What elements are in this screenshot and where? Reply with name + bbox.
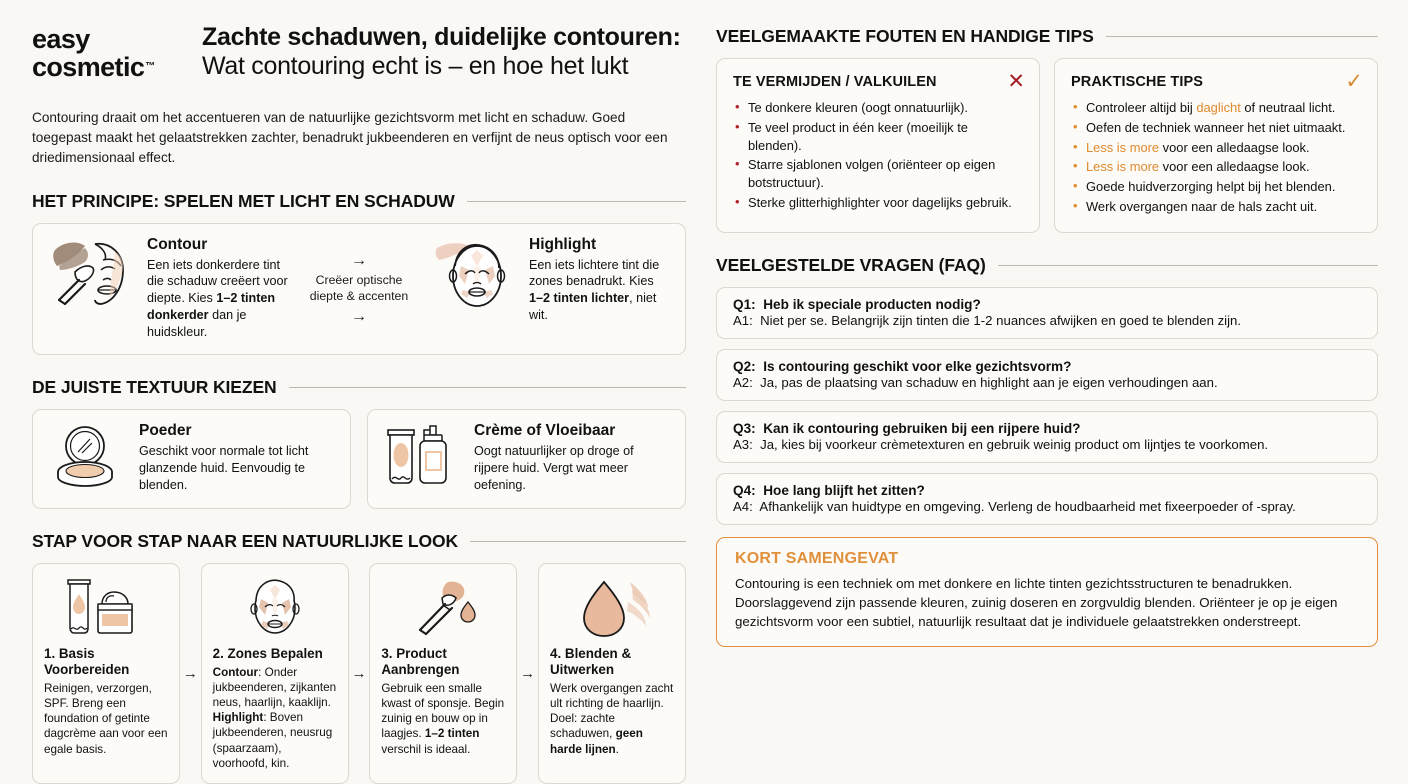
tip-pre: Werk overgangen naar de hals zacht uit. [1086,198,1318,214]
list-item: • Te veel product in één keer (moeilijk te blenden). [733,119,1025,155]
section-heading-principle [32,191,686,212]
faq-q-label: Q1: [733,296,756,312]
contour-body [147,257,289,341]
trademark-symbol: ™ [145,61,156,73]
faq-a-label: A2: [733,374,753,390]
arrow-right-icon-top: → [351,252,367,270]
faq-question-2 [733,359,1361,374]
panel-pitfalls-title: TE VERMIJDEN / VALKUILEN [733,73,937,90]
heading-rule [1106,36,1378,37]
brand-line-2: cosmetic [32,51,145,82]
panel-tips-title: PRAKTISCHE TIPS [1071,73,1204,90]
contour-face-brush-icon [45,236,137,310]
texture-card-powder [32,409,351,508]
checkmark-icon: ✓ [1345,70,1363,93]
mistakes-tips-row [716,58,1378,233]
list-item [1071,198,1363,216]
list-item [1071,99,1363,117]
tube-and-pump-bottle-icon [380,422,464,488]
powder-compact-icon [45,422,129,488]
step-1-title: 1. Basis Voorbereiden [44,645,130,677]
tip-highlight: Less is more [1086,139,1160,155]
tip-highlight: daglicht [1196,100,1241,115]
page-title: Zachte schaduwen, duidelijke contouren: [202,23,681,51]
tip-post: voor een alledaagse look. [1159,139,1310,155]
texture-card-cream [367,409,686,508]
texture-row [32,409,686,508]
faq-answer-1 [733,313,1361,328]
faq-q-label: Q3: [733,420,756,436]
highlight-body [529,257,671,324]
texture-cream-body: Oogt natuurlijker op droge of rijpere huid. Vergt wat meer oefening. [474,444,634,492]
list-item: • Starre sjablonen volgen (oriënteer op eigen botstructuur). [733,156,1025,192]
faq-list [716,287,1378,525]
faq-a-text: Ja, pas de plaatsing van schaduw en highlight aan je eigen verhoudingen aan. [760,374,1218,390]
faq-question-3 [733,421,1361,436]
tip-pre: Goede huidverzorging helpt bij het blenden. [1086,179,1336,195]
heading-rule [998,265,1378,266]
summary-title: KORT SAMENGEVAT [735,549,899,567]
summary-body: Contouring is een techniek om met donkere en lichte tinten gezichtsstructuren te benadrukken. Doorslaggevend zijn passende kleuren, zuinig doseren en zorgvuldig blenden. Oriënteer je op je eigen gezichtsvorm voor een subtiel, natuurlijk resultaat dat je individuele gelaatstrekken onderstreept. [735,575,1338,630]
section-heading-principle-label: HET PRINCIPE: SPELEN MET LICHT EN SCHADUW [32,190,455,211]
intro-paragraph: Contouring draait om het accentueren van de natuurlijke gezichtsvorm met licht en schaduw. Goed toegepast maakt het gelaatstrekken zachter, benadrukt jukbeenderen en verfijnt de neus optisch voor een driedimensionaal effect. [32,109,668,166]
step-4-title: 4. Blenden & Uitwerken [550,645,632,677]
texture-cream-title: Crème of Vloeibaar [474,422,616,440]
faq-item-4[interactable] [716,473,1378,525]
faq-item-2[interactable] [716,349,1378,401]
title-block [202,22,681,82]
panel-tips [1054,58,1378,233]
faq-answer-4 [733,499,1361,514]
contour-body-1: Een iets donkerdere tint die schaduw creëert voor diepte. Kies [147,257,288,306]
faq-a-label: A3: [733,436,753,452]
highlight-body-1: Een iets lichtere tint die zones benadrukt. Kies [529,257,660,289]
step-arrow-3: → [520,664,536,682]
contour-title: Contour [147,235,208,253]
step-3-title: 3. Product Aanbrengen [381,645,460,677]
faq-q-text: Is contouring geschikt voor elke gezichtsvorm? [763,358,1072,374]
brand-line-1: easy [32,24,90,54]
section-heading-mistakes [716,26,1378,47]
face-zones-icon [213,574,337,640]
brand-logo [32,22,192,81]
page-header [32,22,686,82]
cleanser-tube-and-jar-icon [44,574,168,640]
texture-powder-body: Geschikt voor normale tot licht glanzende huid. Eenvoudig te blenden. [139,444,309,492]
faq-q-text: Heb ik speciale producten nodig? [763,296,981,312]
highlight-title: Highlight [529,235,597,253]
contour-body-bold: 1–2 tinten donkerder [147,291,276,322]
section-heading-faq [716,255,1378,276]
heading-rule [467,201,686,202]
section-heading-steps-label: STAP VOOR STAP NAAR EEN NATUURLIJKE LOOK [32,530,459,551]
step-2-title: 2. Zones Bepalen [212,645,323,661]
texture-powder-title: Poeder [139,422,192,440]
tip-post: voor een alledaagse look. [1159,159,1310,175]
step-card-3 [369,563,517,784]
faq-answer-2 [733,375,1361,390]
tip-post: of neutraal licht. [1240,100,1336,115]
section-heading-texture-label: DE JUISTE TEXTUUR KIEZEN [32,377,277,398]
list-item [1071,139,1363,157]
step-4-body: Werk overgangen zacht ult richting de haarlijn. Doel: zachte schaduwen, geen harde lijnen. [550,681,674,756]
pitfalls-list [733,99,1025,212]
faq-a-label: A4: [733,498,753,514]
faq-q-label: Q2: [733,358,756,374]
heading-rule [289,387,686,388]
step-arrow-2: → [351,664,367,682]
faq-a-text: Afhankelijk van huidtype en omgeving. Verleng de houdbaarheid met fixeerpoeder of -spray. [759,498,1296,514]
section-heading-mistakes-label: VEELGEMAAKTE FOUTEN EN HANDIGE TIPS [716,26,1094,46]
faq-answer-3 [733,437,1361,452]
faq-question-1 [733,297,1361,312]
highlight-body-bold: 1–2 tinten lichter [529,291,630,306]
faq-question-4 [733,483,1361,498]
highlight-body-2: , niet wit. [529,291,657,322]
step-card-1 [32,563,180,784]
principle-connector [303,224,415,355]
list-item [1071,158,1363,176]
step-2-body: Contour: Onder jukbeenderen, zijkanten neus, haarlijn, kaaklijn. Highlight: Boven jukbeenderen, neusrug (spaarzaam), voorhoofd, kin. [212,665,337,770]
faq-q-label: Q4: [733,482,756,498]
step-card-2 [201,563,349,784]
tips-list [1071,99,1363,216]
panel-pitfalls [716,58,1040,233]
principle-connector-label: Creëer optische diepte & accenten [309,273,409,303]
left-column [0,0,700,768]
faq-a-text: Ja, kies bij voorkeur crèmetexturen en gebruik weinig product om lijntjes te voorkomen. [760,436,1269,452]
list-item [1071,119,1363,137]
tip-pre: Oefen de techniek wanneer het niet uitmaakt. [1086,119,1346,135]
faq-item-3[interactable] [716,411,1378,463]
list-item [1071,178,1363,196]
section-heading-texture [32,377,686,398]
tip-pre: Controleer altijd bij [1086,100,1197,115]
section-heading-steps [32,531,686,552]
beauty-sponge-blend-icon [550,574,674,640]
step-arrow-1: → [182,664,198,682]
list-item: • Sterke glitterhighlighter voor dagelijks gebruik. [733,194,1025,212]
faq-item-1[interactable] [716,287,1378,339]
tip-highlight: Less is more [1086,159,1160,175]
summary-box [716,537,1378,647]
section-heading-faq-label: VEELGESTELDE VRAGEN (FAQ) [716,254,986,275]
contour-body-2: dan je huidskleur. [147,307,247,339]
steps-row [32,563,686,784]
contour-block [33,224,303,355]
faq-a-label: A1: [733,312,753,328]
cross-icon: ✕ [1007,70,1025,93]
arrow-right-icon-bottom: → [351,307,367,325]
makeup-brush-drop-icon [381,574,505,640]
step-3-body: Gebruik een smalle kwast of sponsje. Begin zuinig en bouw op in laagjes. 1–2 tinten verschil is ideaal. [381,681,505,756]
page-subtitle: Wat contouring echt is – en hoe het lukt [202,52,629,81]
principle-card [32,223,686,356]
highlight-block [415,224,685,355]
faq-q-text: Hoe lang blijft het zitten? [763,482,925,498]
faq-q-text: Kan ik contouring gebruiken bij een rijpere huid? [763,420,1081,436]
right-column [700,0,1408,768]
faq-a-text: Niet per se. Belangrijk zijn tinten die 1-2 nuances afwijken en goed te blenden zijn. [760,312,1242,328]
step-1-body: Reinigen, verzorgen, SPF. Breng een foundation of getinte dagcrème aan voor een egale basis. [44,681,168,756]
heading-rule [470,541,686,542]
highlight-face-icon [427,236,519,310]
step-card-4 [538,563,686,784]
panel-pitfalls-header [733,71,1025,92]
list-item: • Te donkere kleuren (oogt onnatuurlijk). [733,99,1025,117]
panel-tips-header [1071,71,1363,92]
